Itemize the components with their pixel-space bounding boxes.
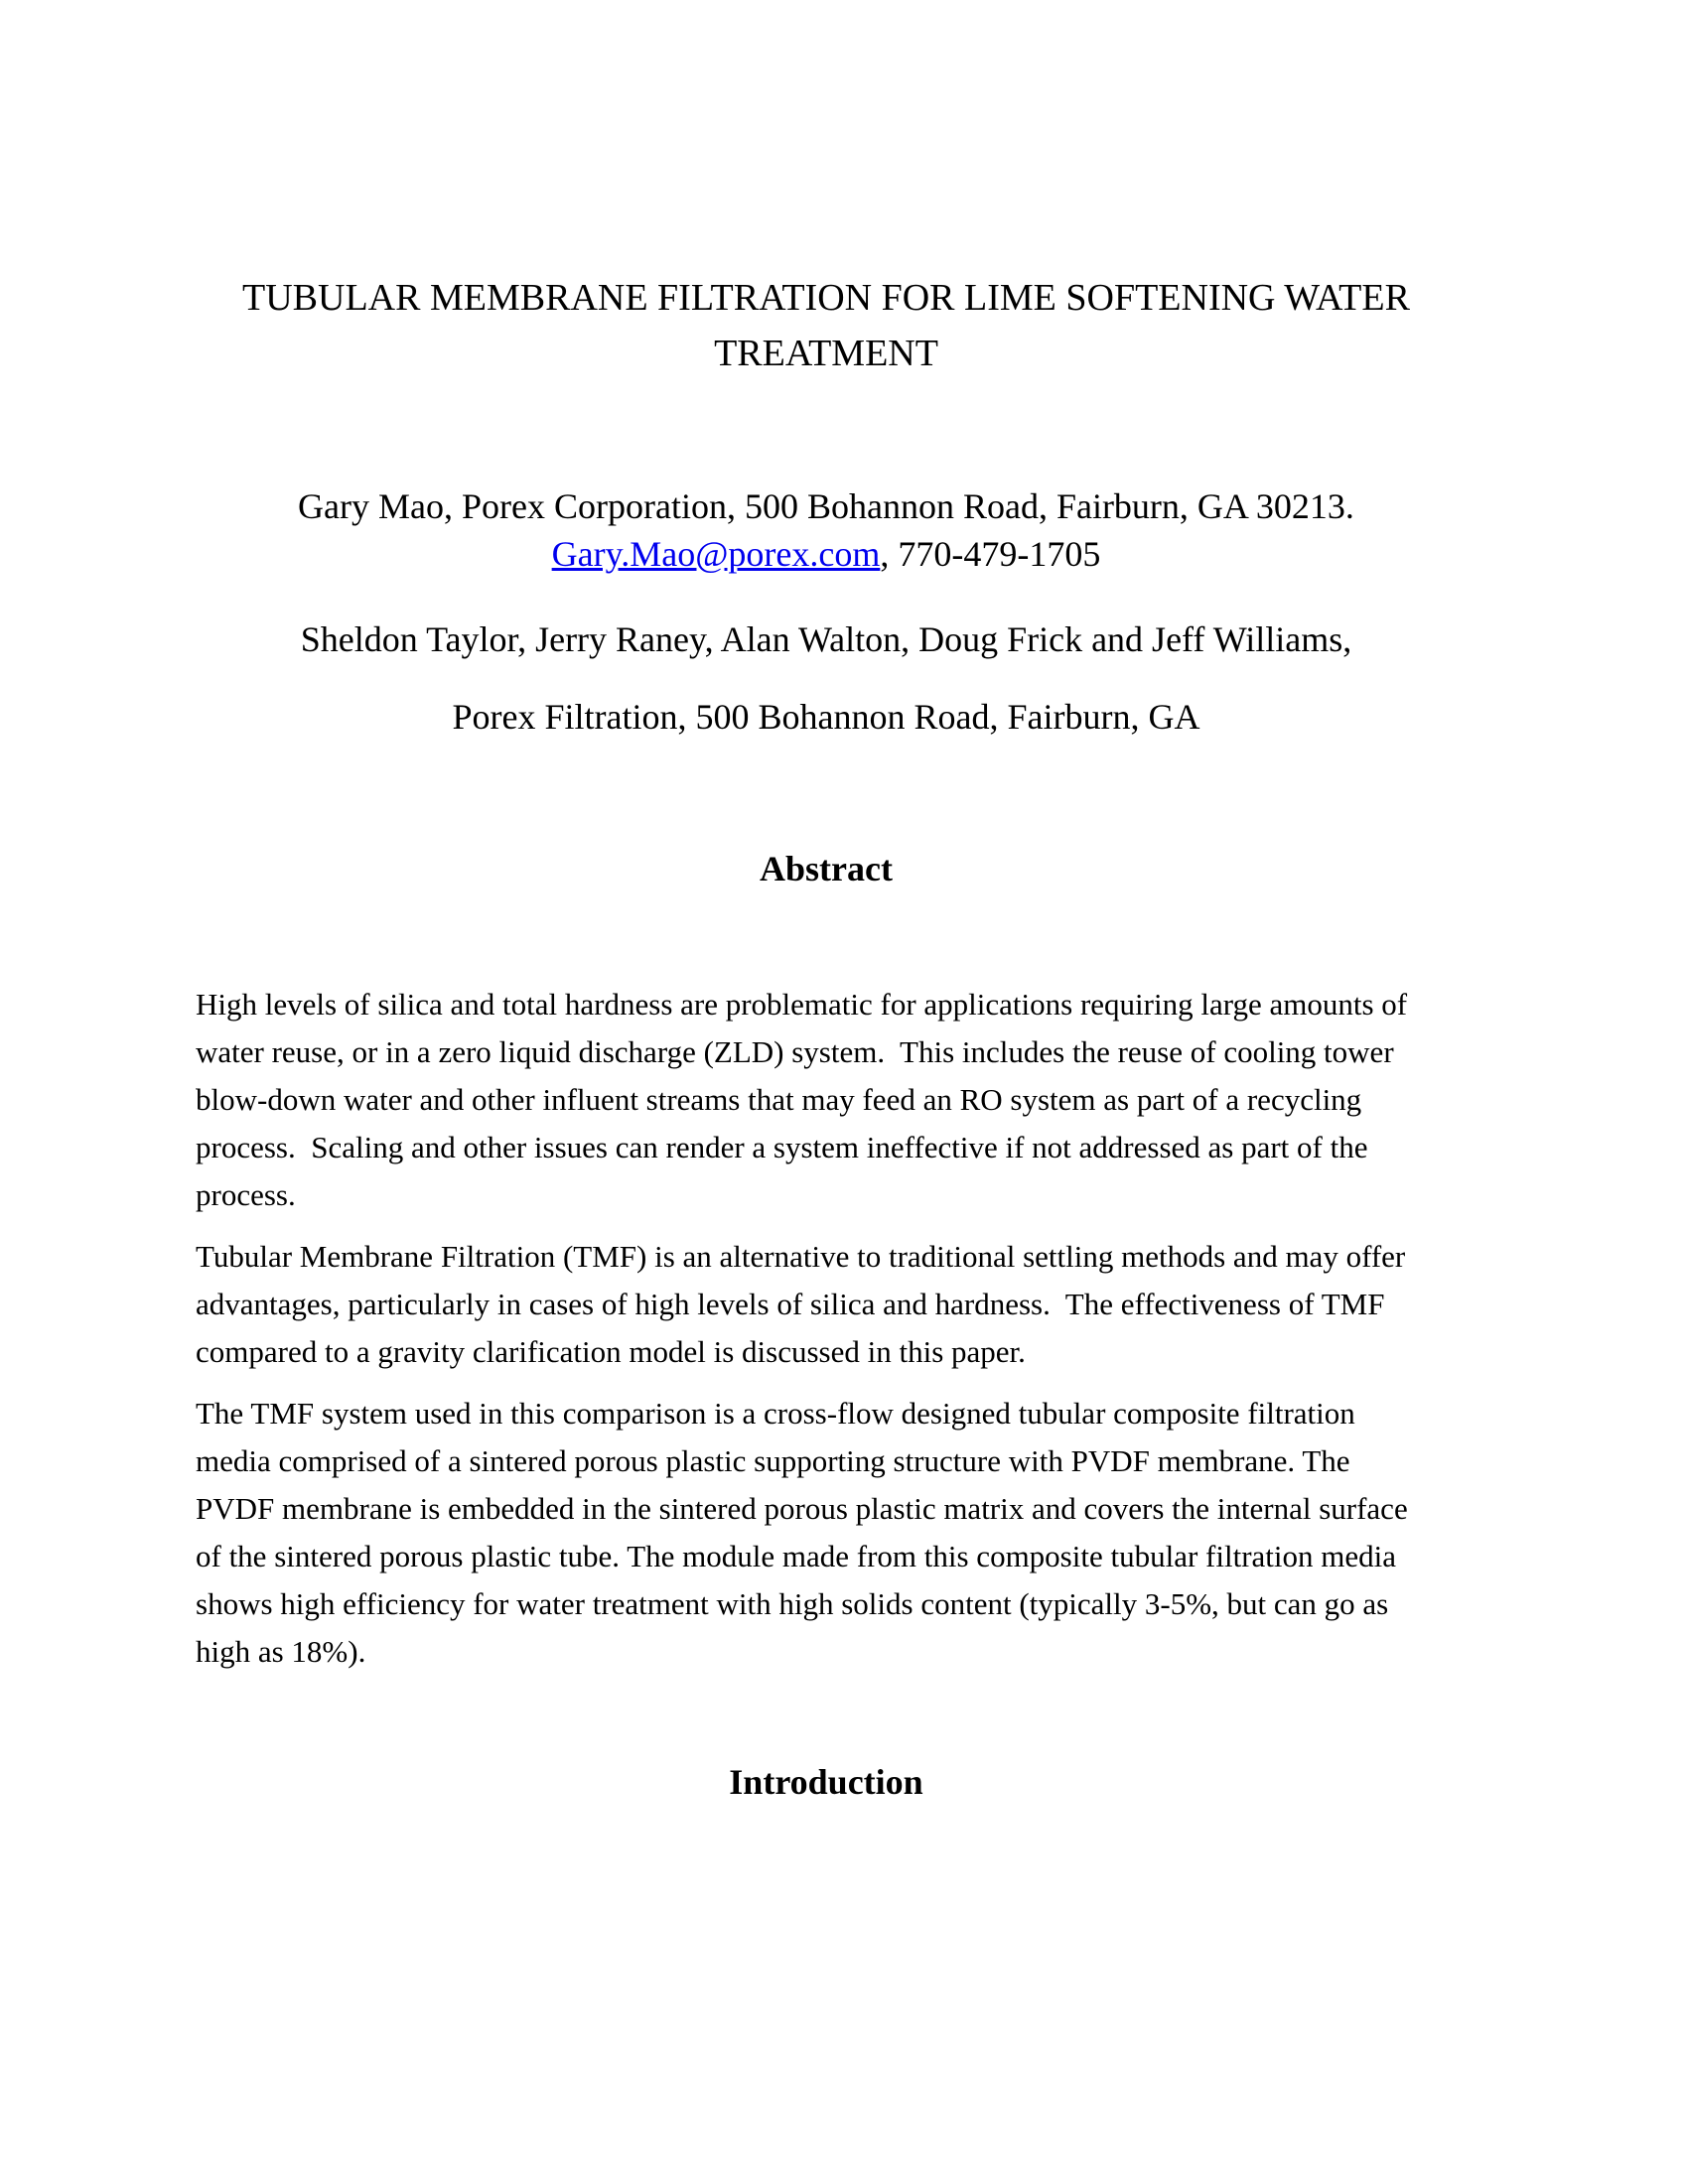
author-phone: , 770-479-1705 xyxy=(880,534,1101,574)
page-content xyxy=(196,0,1457,1807)
abstract-paragraph-2: Tubular Membrane Filtration (TMF) is an alternative to traditional settling methods and may offer advantages, particularly in cases of high levels of silica and hardness. The effectiveness of TMF compared to a gravity clarification model is discussed in this paper. xyxy=(196,1239,1413,1369)
abstract-paragraph-3: The TMF system used in this comparison is a cross-flow designed tubular composite filtration media comprised of a sintered porous plastic supporting structure with PVDF membrane. The PVDF membrane is embedded in the sintered porous plastic matrix and covers the internal surface of the sintered porous plastic tube. The module made from this composite tubular filtration media shows high efficiency for water treatment with high solids content (typically 3-5%, but can go as high as 18%). xyxy=(196,1396,1416,1669)
paper-title xyxy=(196,270,1457,381)
abstract-heading: Abstract xyxy=(760,849,893,888)
coauthors-affiliation-line: Porex Filtration, 500 Bohannon Road, Fairburn, GA xyxy=(452,697,1200,737)
author-email-link[interactable]: Gary.Mao@porex.com xyxy=(551,534,881,574)
coauthors-line: Sheldon Taylor, Jerry Raney, Alan Walton, Doug Frick and Jeff Williams, xyxy=(300,619,1352,659)
author-contact-line xyxy=(196,530,1457,578)
introduction-heading: Introduction xyxy=(729,1762,923,1802)
author-affiliation-line: Gary Mao, Porex Corporation, 500 Bohannon Road, Fairburn, GA 30213. xyxy=(298,486,1354,526)
paper-title-line2: TREATMENT xyxy=(714,333,938,374)
abstract-paragraph-1: High levels of silica and total hardness are problematic for applications requiring large amounts of water reuse, or in a zero liquid discharge (ZLD) system. This includes the reuse of cooling tower blow-down water and other influent streams that may feed an RO system as part of a recycling process. Scaling and other issues can render a system ineffective if not addressed as part of the process. xyxy=(196,987,1415,1212)
paper-title-line1: TUBULAR MEMBRANE FILTRATION FOR LIME SOFTENING WATER xyxy=(242,277,1410,319)
